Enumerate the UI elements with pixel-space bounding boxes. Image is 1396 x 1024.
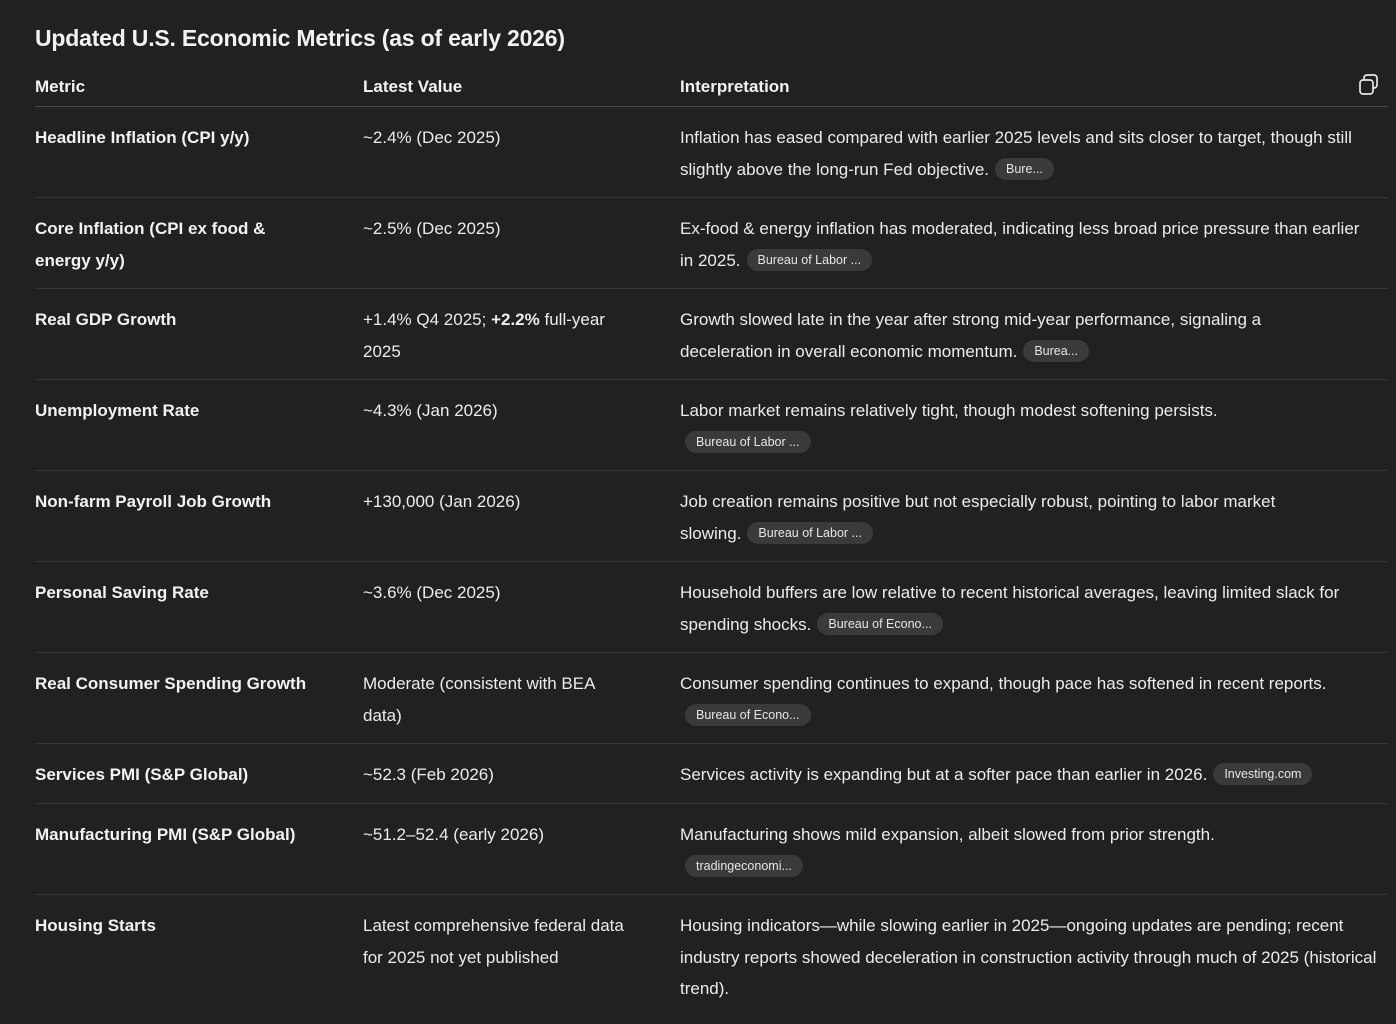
value-text: +1.4% Q4 2025;: [363, 310, 492, 329]
metric-cell: Services PMI (S&P Global): [35, 765, 249, 784]
source-badge[interactable]: Bure...: [995, 158, 1054, 180]
value-cell: ~4.3% (Jan 2026): [363, 401, 498, 420]
header-metric: Metric: [35, 77, 86, 96]
table-row: [35, 471, 1388, 562]
value-cell: Latest comprehensive federal data for 2025 not yet published: [363, 916, 624, 967]
table-row: [35, 289, 1388, 380]
table-row: [35, 804, 1388, 895]
interpretation-text: Housing indicators—while slowing earlier in 2025—ongoing updates are pending; recent industry reports showed deceleration in construction activity through much of 2025 (historical trend).: [680, 916, 1377, 998]
value-cell: +130,000 (Jan 2026): [363, 492, 521, 511]
interpretation-cell: [680, 213, 1370, 276]
interpretation-cell: [680, 910, 1380, 1005]
value-text: full-year 2025: [363, 310, 605, 361]
interpretation-cell: [680, 759, 1385, 791]
table-row: [35, 744, 1388, 804]
metric-cell: Housing Starts: [35, 916, 156, 935]
metric-cell: Personal Saving Rate: [35, 583, 209, 602]
interpretation-text: Manufacturing shows mild expansion, albeit slowed from prior strength.: [680, 825, 1215, 844]
interpretation-cell: [680, 486, 1340, 549]
interpretation-text: Inflation has eased compared with earlier 2025 levels and sits closer to target, though still slightly above the long-run Fed objective.: [680, 128, 1352, 179]
table-header: [35, 72, 1388, 107]
table-row: [35, 380, 1388, 471]
interpretation-text: Ex-food & energy inflation has moderated, indicating less broad price pressure than earlier in 2025.: [680, 219, 1360, 270]
table-row: [35, 895, 1388, 1015]
metric-cell: Manufacturing PMI (S&P Global): [35, 825, 296, 844]
table-row: [35, 107, 1388, 198]
interpretation-text: Services activity is expanding but at a softer pace than earlier in 2026.: [680, 765, 1208, 784]
copy-table-button[interactable]: [1356, 72, 1382, 98]
table-row: [35, 653, 1388, 744]
table-row: [35, 198, 1388, 289]
metric-cell: Real GDP Growth: [35, 310, 177, 329]
value-cell: ~51.2–52.4 (early 2026): [363, 825, 544, 844]
value-cell: ~52.3 (Feb 2026): [363, 765, 494, 784]
interpretation-text: Household buffers are low relative to recent historical averages, leaving limited slack for spending shocks.: [680, 583, 1340, 634]
header-interpretation: Interpretation: [680, 77, 790, 96]
value-cell: ~3.6% (Dec 2025): [363, 583, 501, 602]
source-badge[interactable]: Investing.com: [1213, 763, 1312, 785]
interpretation-cell: [680, 577, 1370, 640]
metric-cell: Non-farm Payroll Job Growth: [35, 492, 272, 511]
table-row: [35, 562, 1388, 653]
interpretation-text: Job creation remains positive but not especially robust, pointing to labor market slowing.: [680, 492, 1276, 543]
interpretation-cell: [680, 668, 1385, 731]
value-cell: ~2.4% (Dec 2025): [363, 128, 501, 147]
source-badge[interactable]: tradingeconomi...: [685, 855, 803, 877]
source-badge[interactable]: Burea...: [1023, 340, 1089, 362]
interpretation-cell: [680, 819, 1280, 882]
page-title: Updated U.S. Economic Metrics (as of early 2026): [35, 25, 565, 51]
value-cell: [363, 304, 633, 367]
copy-icon: [1356, 72, 1382, 98]
metric-cell: Core Inflation (CPI ex food & energy y/y): [35, 219, 266, 270]
metric-cell: Real Consumer Spending Growth: [35, 674, 307, 693]
metrics-table: [35, 72, 1388, 1015]
interpretation-text: Growth slowed late in the year after strong mid-year performance, signaling a deceleration in overall economic momentum.: [680, 310, 1262, 361]
value-cell: ~2.5% (Dec 2025): [363, 219, 501, 238]
interpretation-text: Labor market remains relatively tight, though modest softening persists.: [680, 401, 1218, 420]
source-badge[interactable]: Bureau of Labor ...: [747, 522, 873, 544]
header-latest-value: Latest Value: [363, 77, 463, 96]
interpretation-cell: [680, 395, 1280, 458]
interpretation-cell: [680, 304, 1330, 367]
interpretation-cell: [680, 122, 1380, 185]
value-bold-text: +2.2%: [491, 310, 540, 329]
source-badge[interactable]: Bureau of Econo...: [817, 613, 943, 635]
metric-cell: Headline Inflation (CPI y/y): [35, 128, 250, 147]
source-badge[interactable]: Bureau of Labor ...: [747, 249, 873, 271]
metric-cell: Unemployment Rate: [35, 401, 200, 420]
source-badge[interactable]: Bureau of Econo...: [685, 704, 811, 726]
source-badge[interactable]: Bureau of Labor ...: [685, 431, 811, 453]
interpretation-text: Consumer spending continues to expand, though pace has softened in recent reports.: [680, 674, 1327, 693]
value-cell: Moderate (consistent with BEA data): [363, 674, 595, 725]
